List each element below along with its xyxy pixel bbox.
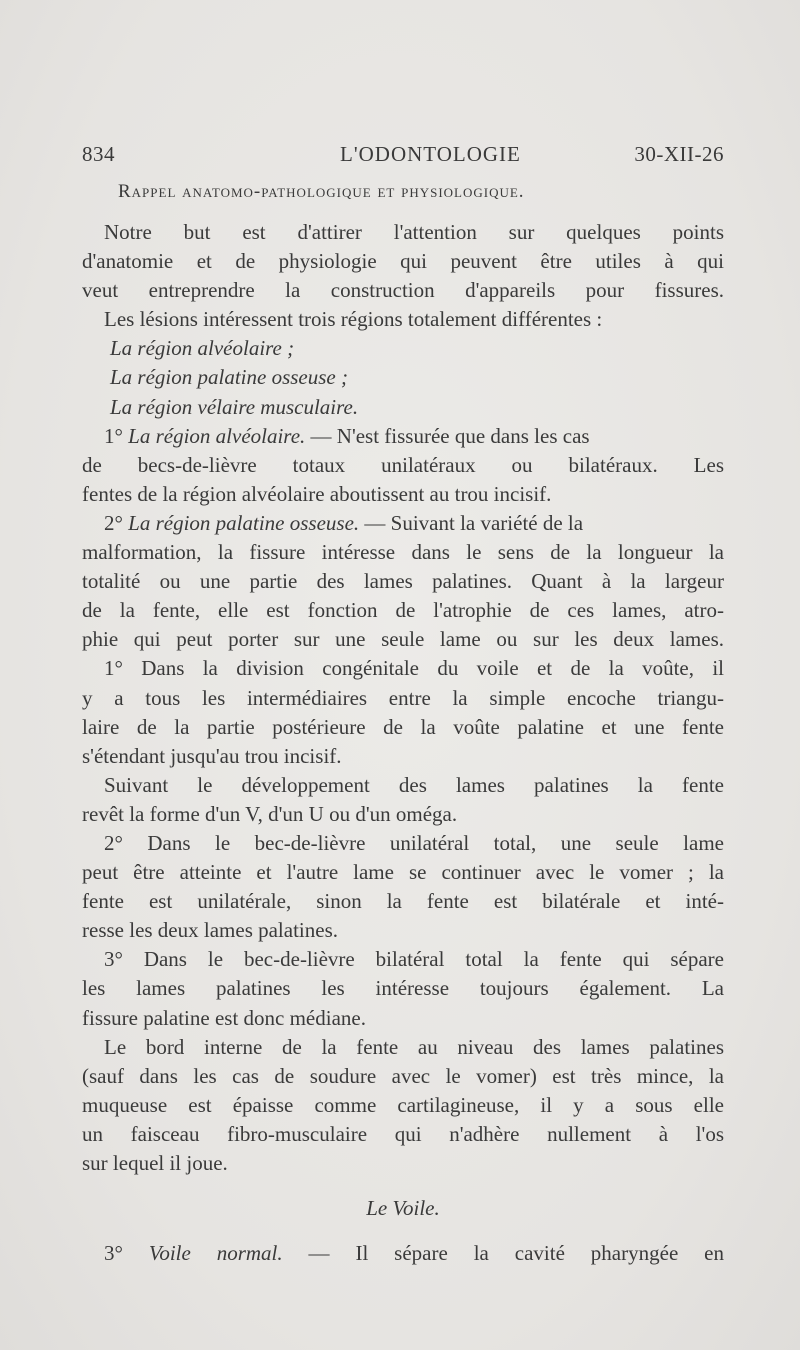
text-line: peut être atteinte et l'autre lame se continuer avec le vomer ; la [82,860,724,885]
text-line: s'étendant jusqu'au trou incisif. [82,743,342,768]
text-line: 2° Dans le bec-de-lièvre unilatéral total, une seule lame [104,830,724,855]
text-line: Notre but est d'attirer l'attention sur quelques points [104,220,724,244]
region-item [82,334,724,363]
text-line: Suivant le développement des lames palatines la fente [104,772,724,797]
text-line: de la fente, elle est fonction de l'atrophie de ces lames, atro- [82,598,724,623]
region-label: La région palatine osseuse ; [110,365,348,390]
text-line: d'anatomie et de physiologie qui peuvent être utiles à qui [82,249,724,274]
subheading: Le Voile. [366,1196,440,1221]
text-line: phie qui peut porter sur une seule lame ou sur les deux lames. [82,627,724,652]
body-text [82,218,724,1268]
item-number: 1° [104,423,123,448]
text-line: fissure palatine est donc médiane. [82,1005,366,1030]
issue-date: 30-XII-26 [634,142,724,166]
text-line: de becs-de-lièvre totaux unilatéraux ou bilatéraux. Les [82,452,724,477]
item-text: — N'est fissurée que dans les cas [310,423,590,448]
item-text: — Il sépare la cavité pharyngée en [308,1241,724,1266]
text-line: malformation, la fissure intéresse dans le sens de la longueur la [82,540,724,565]
region-item [82,363,724,392]
text-line: les lames palatines les intéresse toujours également. La [82,976,724,1001]
text-line: muqueuse est épaisse comme cartilagineuse, il y a sous elle [82,1092,724,1117]
region-label: La région alvéolaire ; [110,336,295,361]
item-text: — Suivant la variété de la [364,510,584,535]
running-header [82,142,724,172]
text-line: Les lésions intéressent trois régions totalement différentes : [104,307,603,332]
text-line: fente est unilatérale, sinon la fente est bilatérale et inté- [82,889,724,914]
text-line: totalité ou une partie des lames palatines. Quant à la largeur [82,569,724,594]
text-line [82,509,724,538]
item-title: La région alvéolaire. [128,423,306,448]
text-line: resse les deux lames palatines. [82,918,338,943]
text-line: veut entreprendre la construction d'appareils pour fissures. [82,278,724,303]
text-line: revêt la forme d'un V, d'un U ou d'un oméga. [82,801,458,826]
section-title: Rappel anatomo-pathologique et physiologique. [118,181,525,202]
text-line: Le bord interne de la fente au niveau des lames palatines [104,1034,724,1059]
journal-title: L'ODONTOLOGIE [340,142,521,166]
page-number: 834 [82,142,115,166]
item-title: La région palatine osseuse. [128,510,360,535]
item-title: Voile normal. [148,1241,283,1266]
text-line: un faisceau fibro-musculaire qui n'adhère nullement à l'os [82,1121,724,1146]
text-line: 3° Dans le bec-de-lièvre bilatéral total la fente qui sépare [104,947,724,972]
item-number: 3° [104,1241,123,1266]
text-line [82,1239,724,1268]
item-number: 2° [104,510,123,535]
region-item [82,393,724,422]
text-line [82,422,724,451]
text-line: (sauf dans les cas de soudure avec le vomer) est très mince, la [82,1063,724,1088]
region-label: La région vélaire musculaire. [110,394,359,419]
text-line: 1° Dans la division congénitale du voile et de la voûte, il [104,656,724,681]
text-line: laire de la partie postérieure de la voûte palatine et une fente [82,714,724,739]
text-line: y a tous les intermédiaires entre la simple encoche triangu- [82,685,724,710]
text-line: sur lequel il joue. [82,1151,228,1175]
text-line: fentes de la région alvéolaire aboutissent au trou incisif. [82,481,552,506]
